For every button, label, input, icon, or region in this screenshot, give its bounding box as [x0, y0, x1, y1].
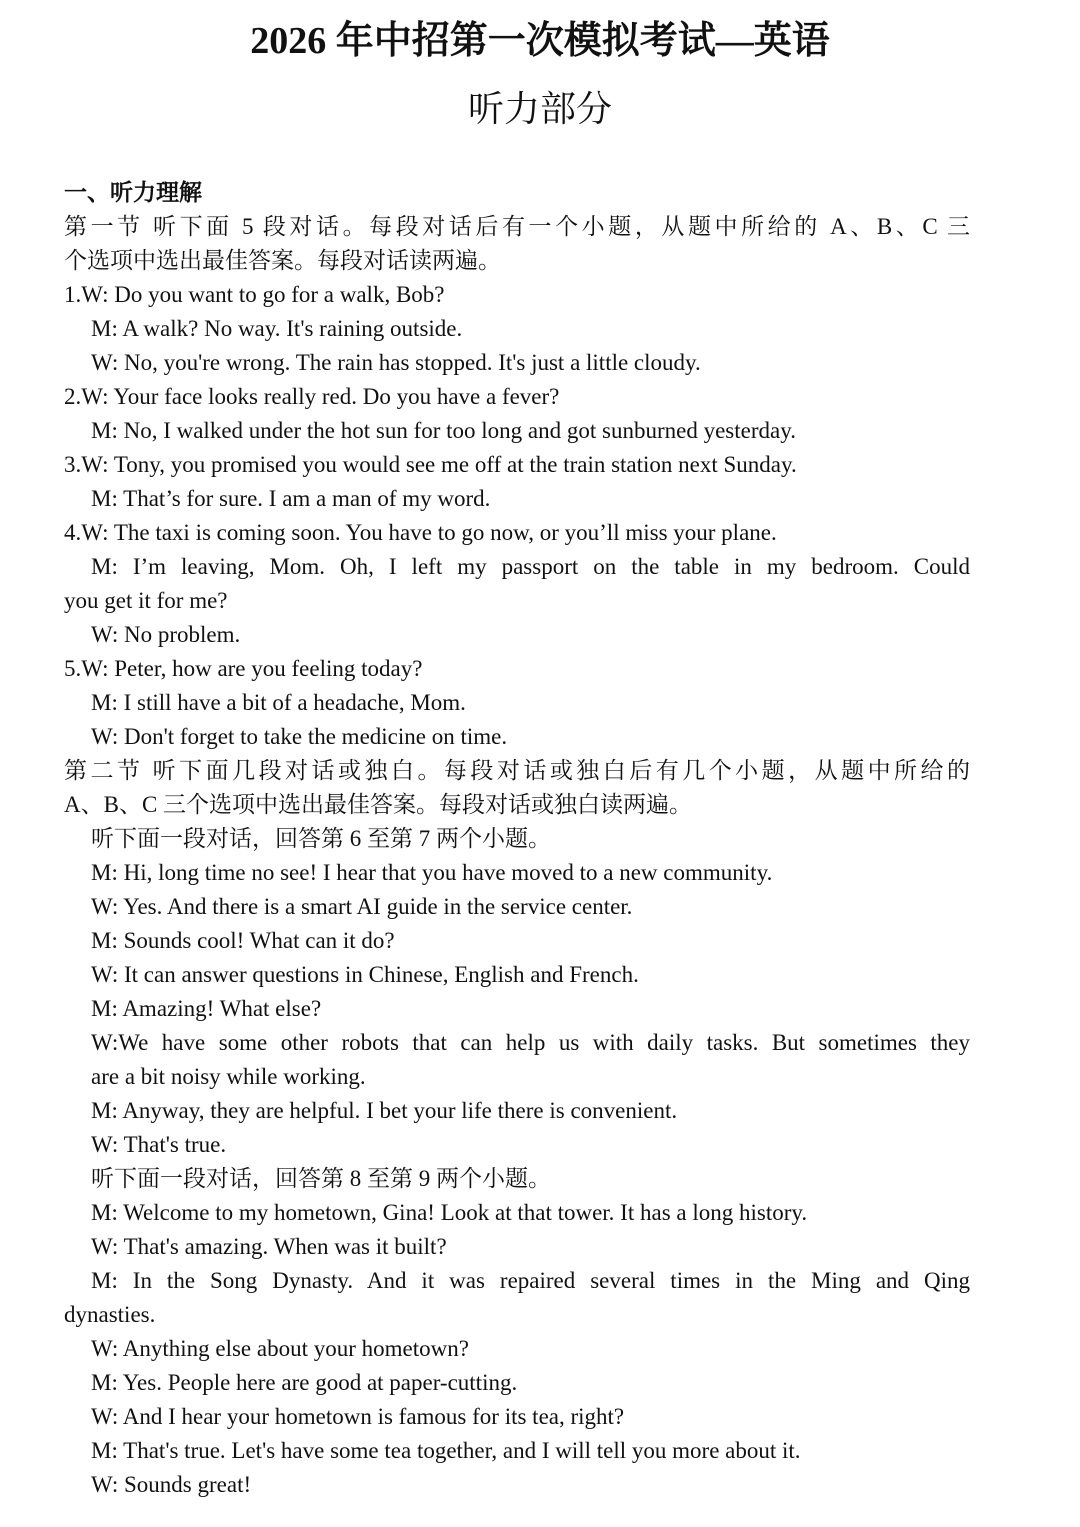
dialogue-line: W: Anything else about your hometown? [91, 1336, 469, 1361]
dialogue-line: W: Sounds great! [91, 1472, 252, 1497]
dialogue-line: W: Yes. And there is a smart AI guide in the service center. [91, 894, 633, 919]
dialogue-line: W: No problem. [91, 622, 241, 647]
page-subtitle: 听力部分 [467, 89, 612, 129]
dialogue-line: M: Sounds cool! What can it do? [91, 928, 395, 953]
dialogue-line: 5.W: Peter, how are you feeling today? [64, 656, 423, 681]
dialogue-line: W: No, you're wrong. The rain has stopped. It's just a little cloudy. [91, 350, 701, 375]
dialogue-line: W: And I hear your hometown is famous for its tea, right? [91, 1404, 625, 1429]
part1-instruction-cont: 个选项中选出最佳答案。每段对话读两遍。 [64, 248, 501, 273]
dialogue-line: M: That's true. Let's have some tea together, and I will tell you more about it. [91, 1438, 801, 1463]
dialogue-line: 1.W: Do you want to go for a walk, Bob? [64, 282, 445, 307]
dialogue-line: M: A walk? No way. It's raining outside. [91, 316, 463, 341]
dialogue-line: W: That's amazing. When was it built? [91, 1234, 447, 1259]
exam-body [64, 176, 970, 1502]
section-heading: 一、听力理解 [64, 180, 202, 205]
dialogue-line: M: Amazing! What else? [91, 996, 322, 1021]
dialogue-intro: 听下面一段对话，回答第 6 至第 7 两个小题。 [91, 826, 551, 851]
dialogue-line: W:We have some other robots that can help us with daily tasks. But sometimes they [91, 1030, 970, 1055]
dialogue-line: dynasties. [64, 1302, 156, 1327]
dialogue-line: M: That’s for sure. I am a man of my word. [91, 486, 491, 511]
dialogue-line: 2.W: Your face looks really red. Do you have a fever? [64, 384, 560, 409]
dialogue-line: M: Yes. People here are good at paper-cutting. [91, 1370, 518, 1395]
dialogue-line: W: Don't forget to take the medicine on time. [91, 724, 508, 749]
dialogue-line: M: No, I walked under the hot sun for too long and got sunburned yesterday. [91, 418, 796, 443]
dialogue-line: W: It can answer questions in Chinese, English and French. [91, 962, 639, 987]
dialogue-line: M: Anyway, they are helpful. I bet your life there is convenient. [91, 1098, 678, 1123]
part1-instruction: 第一节 听下面 5 段对话。每段对话后有一个小题，从题中所给的 A、B、C 三 [64, 214, 970, 239]
dialogue-line: W: That's true. [91, 1132, 227, 1157]
dialogue-line: M: In the Song Dynasty. And it was repaired several times in the Ming and Qing [91, 1268, 970, 1293]
dialogue-line: M: Hi, long time no see! I hear that you have moved to a new community. [91, 860, 773, 885]
dialogue-line: 3.W: Tony, you promised you would see me off at the train station next Sunday. [64, 452, 797, 477]
dialogue-line: M: I’m leaving, Mom. Oh, I left my passport on the table in my bedroom. Could [91, 554, 970, 579]
dialogue-intro: 听下面一段对话，回答第 8 至第 9 两个小题。 [91, 1166, 551, 1191]
dialogue-line: 4.W: The taxi is coming soon. You have to go now, or you’ll miss your plane. [64, 520, 777, 545]
dialogue-line: you get it for me? [64, 588, 228, 613]
dialogue-line: M: Welcome to my hometown, Gina! Look at that tower. It has a long history. [91, 1200, 808, 1225]
part2-instruction-cont: A、B、C 三个选项中选出最佳答案。每段对话或独白读两遍。 [64, 792, 693, 817]
page-title: 2026 年中招第一次模拟考试—英语 [250, 20, 830, 62]
dialogue-line: are a bit noisy while working. [91, 1064, 366, 1089]
part2-instruction: 第二节 听下面几段对话或独白。每段对话或独白后有几个小题，从题中所给的 [64, 758, 970, 783]
dialogue-line: M: I still have a bit of a headache, Mom. [91, 690, 466, 715]
